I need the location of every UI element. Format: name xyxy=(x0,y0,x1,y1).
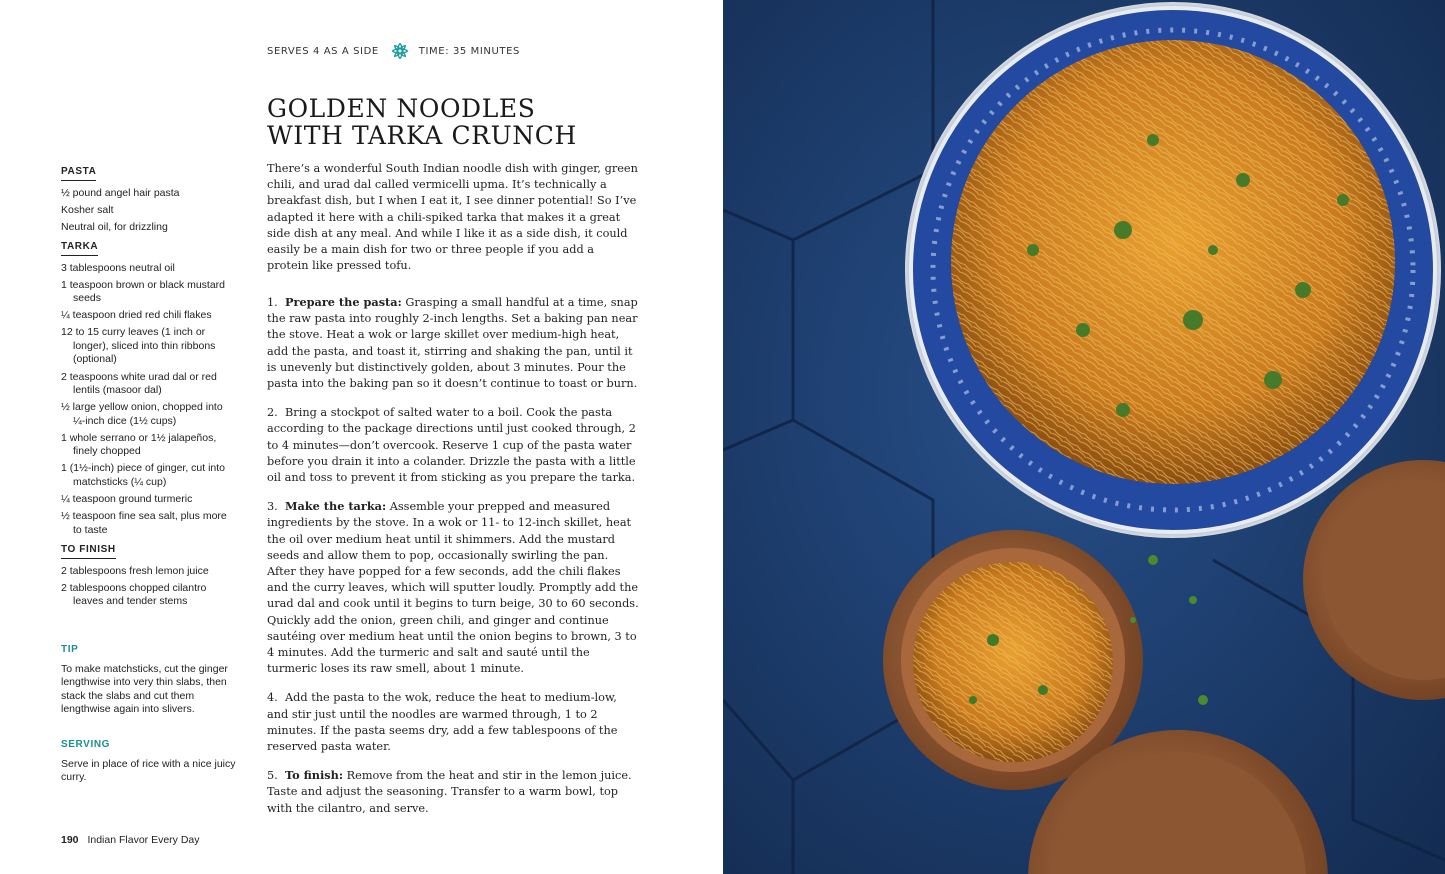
noodle-bowl-photo xyxy=(723,0,1445,874)
ingredient-group-tarka xyxy=(61,240,236,537)
serving-note xyxy=(61,738,236,785)
page-number: 190 xyxy=(61,834,79,846)
ingredient-group-pasta xyxy=(61,165,236,234)
recipe-intro: There’s a wonderful South Indian noodle dish with ginger, green chili, and urad dal called vermicelli upma. It’s technically a breakfast dish, but I when I eat it, I see dinner potential! So I’ve adapted it here with a chili-spiked tarka that makes it a great side dish at any meal. And while I like it as a side dish, it could easily be a main dish for two or three people if you add a protein like pressed tofu. xyxy=(267,162,638,273)
ingredients-sidebar xyxy=(61,165,236,615)
title-line-2: WITH TARKA CRUNCH xyxy=(267,121,577,150)
step-text: Bring a stockpot of salted water to a boil. Cook the pasta according to the package directions until just cooked through, 2 to 4 minutes—don’t overcook. Reserve 1 cup of the pasta water before you drain it into a colander. Drizzle the pasta with a little oil and toss to prevent it from sticking as you prepare the tarka. xyxy=(267,406,636,485)
recipe-steps xyxy=(267,294,639,829)
ingredient-heading-tarka: TARKA xyxy=(61,240,98,256)
time-text: TIME: 35 MINUTES xyxy=(418,45,521,57)
recipe-photo xyxy=(723,0,1445,874)
tip-heading: TIP xyxy=(61,644,79,655)
step-text: Assemble your prepped and measured ingredients by the stove. In a wok or 11- to 12-inch skillet, heat the oil over medium heat until it shimmers. Add the mustard seeds and allow them to pop, occasionally swirling the pan. After they have popped for a few seconds, add the chili flakes and the curry leaves, which will sputter loudly. Promptly add the urad dal and cook until it begins to turn beige, 30 to 60 seconds. Quickly add the onion, green chili, and ginger and continue sautéing over medium heat until the onion begins to brown, 3 to 4 minutes. Add the turmeric and salt and sauté until the turmeric loses its raw smell, about 1 minute. xyxy=(267,500,639,676)
recipe-title xyxy=(267,95,687,149)
ingredient-item: 1 teaspoon brown or black mustard seeds xyxy=(61,278,226,305)
serves-text: SERVES 4 AS A SIDE xyxy=(267,45,379,57)
step-number: 5. xyxy=(267,769,278,783)
ingredient-item: ½ teaspoon fine sea salt, plus more to taste xyxy=(61,510,227,536)
ingredient-list-pasta xyxy=(61,187,236,235)
step-lead: To finish: xyxy=(285,768,344,783)
title-line-1: GOLDEN NOODLES xyxy=(267,94,536,123)
ingredient-item: ½ pound angel hair pasta xyxy=(61,186,180,199)
recipe-step xyxy=(267,404,639,486)
step-text: Remove from the heat and stir in the lemon juice. Taste and adjust the seasoning. Transfer to a warm bowl, top with the cilantro, and serve. xyxy=(267,769,632,815)
tip-text: To make matchsticks, cut the ginger lengthwise into very thin slabs, then stack the slabs and cut them lengthwise again into slivers. xyxy=(61,662,228,715)
ingredient-group-finish xyxy=(61,543,236,609)
step-lead: Prepare the pasta: xyxy=(285,295,402,309)
ingredient-item: 2 teaspoons white urad dal or red lentils (masoor dal) xyxy=(61,370,217,397)
recipe-step xyxy=(267,498,639,677)
tip-note xyxy=(61,643,236,717)
ingredient-item: 3 tablespoons neutral oil xyxy=(61,261,175,274)
recipe-step xyxy=(267,689,639,755)
ingredient-item: ½ large yellow onion, chopped into ¼-inch dice (1½ cups) xyxy=(61,401,223,427)
serving-heading: SERVING xyxy=(61,739,111,750)
page-footer xyxy=(61,834,200,846)
step-number: 2. xyxy=(267,406,278,420)
ingredient-heading-finish: TO FINISH xyxy=(61,543,116,559)
ingredient-item: 1 whole serrano or 1½ jalapeños, finely chopped xyxy=(61,431,217,458)
step-text: Grasping a small handful at a time, snap the raw pasta into roughly 2-inch lengths. Set a baking pan near the stove. Heat a wok or large skillet over medium-high heat, add the pasta, and toast it, stirring and shaking the pan, until it is unevenly but distinctively golden, about 3 minutes. Pour the pasta into the baking pan so it doesn’t continue to toast or burn. xyxy=(267,296,638,391)
recipe-step xyxy=(267,767,639,817)
book-title: Indian Flavor Every Day xyxy=(87,834,200,846)
ingredient-list-tarka xyxy=(61,262,236,537)
flower-icon xyxy=(391,42,409,60)
ingredient-heading-pasta: PASTA xyxy=(61,165,96,181)
step-number: 4. xyxy=(267,691,278,705)
ingredient-item: Kosher salt xyxy=(61,203,114,216)
ingredient-item: 1 (1½-inch) piece of ginger, cut into matchsticks (¼ cup) xyxy=(61,462,226,488)
ingredient-item: 2 tablespoons fresh lemon juice xyxy=(61,564,209,577)
step-text: Add the pasta to the wok, reduce the heat to medium-low, and stir just until the noodles are warmed through, 1 to 2 minutes. If the pasta seems dry, add a few tablespoons of the reserved pasta water. xyxy=(267,691,618,754)
step-lead: Make the tarka: xyxy=(285,499,387,514)
ingredient-item: ¼ teaspoon ground turmeric xyxy=(61,492,193,505)
ingredient-item: Neutral oil, for drizzling xyxy=(61,220,168,233)
recipe-step xyxy=(267,294,639,392)
ingredient-item: 2 tablespoons chopped cilantro leaves and tender stems xyxy=(61,581,207,608)
recipe-meta xyxy=(267,44,520,58)
serving-text: Serve in place of rice with a nice juicy curry. xyxy=(61,757,236,783)
step-number: 3. xyxy=(267,500,278,514)
ingredient-item: ¼ teaspoon dried red chili flakes xyxy=(61,309,212,322)
ingredient-item: 12 to 15 curry leaves (1 inch or longer), sliced into thin ribbons (optional) xyxy=(61,326,216,366)
ingredient-list-finish xyxy=(61,565,236,609)
step-number: 1. xyxy=(267,296,278,309)
